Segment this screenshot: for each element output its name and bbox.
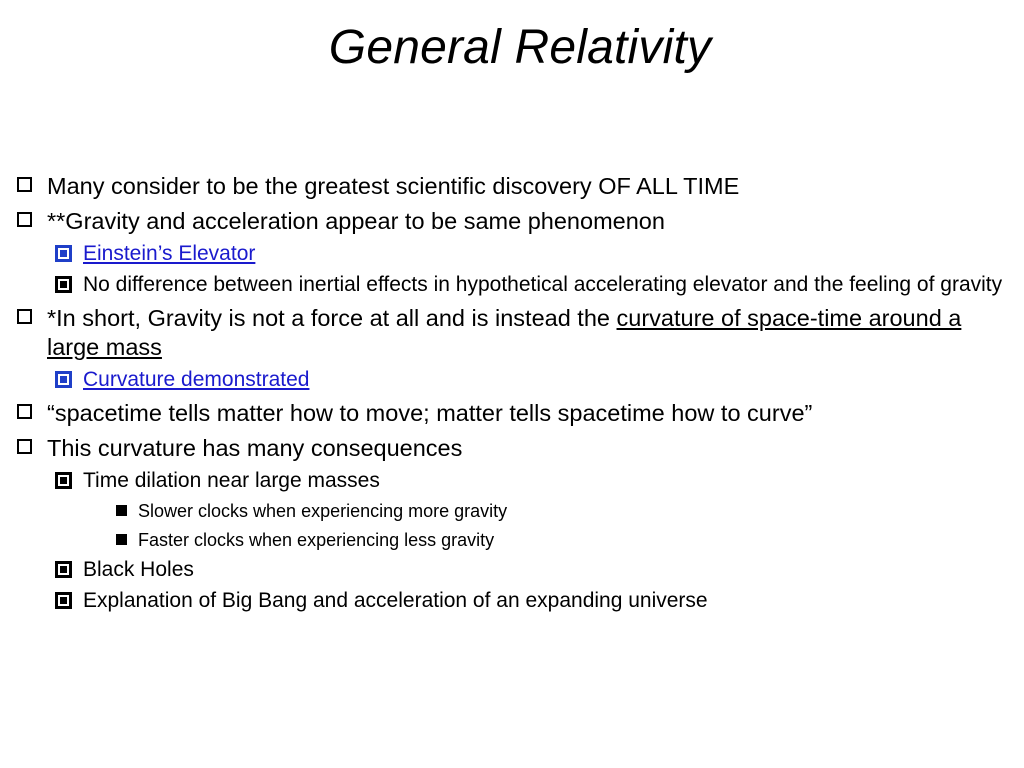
filled-square-bullet-icon <box>55 371 72 388</box>
bullet-text: Many consider to be the greatest scientific discovery OF ALL TIME <box>47 173 740 199</box>
sub-bullet-item <box>14 241 1014 267</box>
bullet-item <box>14 399 1014 428</box>
bullet-list <box>14 172 1014 614</box>
bullet-text: *In short, Gravity is not a force at all and is instead the <box>47 305 617 331</box>
underlined-phrase: curvature of space-time around a large mass <box>47 305 962 360</box>
hollow-square-bullet-icon <box>17 309 32 324</box>
bullet-item <box>14 434 1014 463</box>
slide-title: General Relativity <box>328 21 712 74</box>
hollow-square-bullet-icon <box>17 404 32 419</box>
bullet-item <box>14 304 1014 362</box>
bullet-text: **Gravity and acceleration appear to be same phenomenon <box>47 208 665 234</box>
bullet-text: This curvature has many consequences <box>47 435 463 461</box>
bullet-text: Black Holes <box>83 558 194 581</box>
filled-square-bullet-icon <box>55 561 72 578</box>
filled-square-bullet-icon <box>55 276 72 293</box>
sub-bullet-item <box>14 588 1014 614</box>
bullet-text: Time dilation near large masses <box>83 469 380 492</box>
bullet-text: Slower clocks when experiencing more gravity <box>138 501 508 521</box>
sub-sub-bullet-item <box>14 529 1014 552</box>
solid-square-bullet-icon <box>116 534 127 545</box>
hollow-square-bullet-icon <box>17 439 32 454</box>
hollow-square-bullet-icon <box>17 212 32 227</box>
hollow-square-bullet-icon <box>17 177 32 192</box>
bullet-item <box>14 207 1014 236</box>
sub-bullet-item <box>14 367 1014 393</box>
bullet-text: Faster clocks when experiencing less gravity <box>138 530 495 550</box>
sub-bullet-item <box>14 272 1014 298</box>
sub-bullet-item <box>14 468 1014 494</box>
bullet-text: Explanation of Big Bang and acceleration of an expanding universe <box>83 589 708 612</box>
solid-square-bullet-icon <box>116 505 127 516</box>
bullet-text: No difference between inertial effects in hypothetical accelerating elevator and the feeling of gravity <box>83 273 1003 296</box>
filled-square-bullet-icon <box>55 592 72 609</box>
einsteins-elevator-link[interactable]: Einstein’s Elevator <box>83 242 256 265</box>
bullet-text: “spacetime tells matter how to move; matter tells spacetime how to curve” <box>47 400 813 426</box>
curvature-demonstrated-link[interactable]: Curvature demonstrated <box>83 368 310 391</box>
filled-square-bullet-icon <box>55 245 72 262</box>
filled-square-bullet-icon <box>55 472 72 489</box>
sub-bullet-item <box>14 557 1014 583</box>
sub-sub-bullet-item <box>14 500 1014 523</box>
bullet-item <box>14 172 1014 201</box>
